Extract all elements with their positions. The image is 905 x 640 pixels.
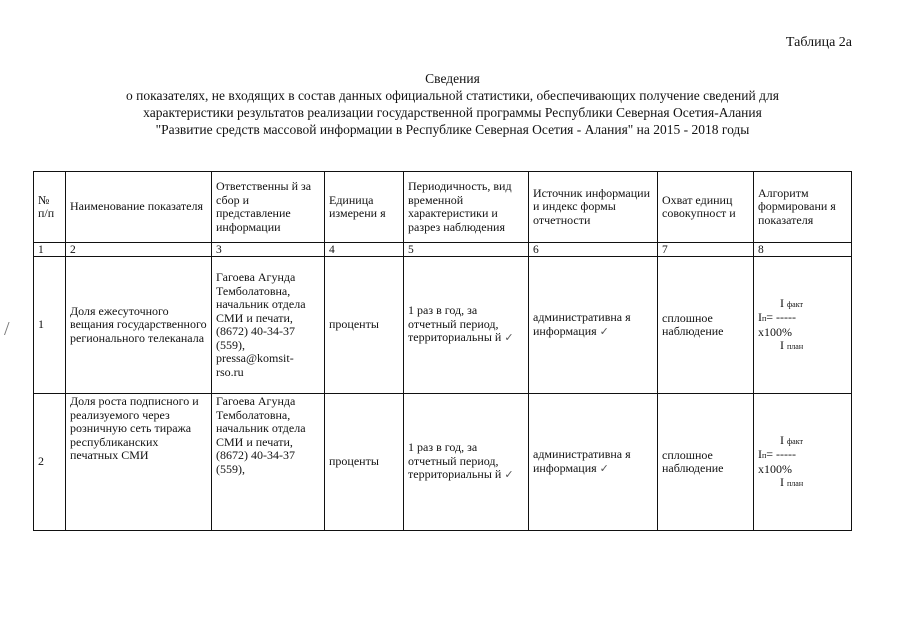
header-periodicity: Периодичность, вид временной характеристики и разрез наблюдения [404, 172, 529, 243]
coverage: сплошное наблюдение [658, 394, 754, 531]
column-number: 5 [404, 243, 529, 257]
formula-denominator-sub: план [787, 342, 804, 351]
formula-result: I [758, 447, 762, 461]
header-algorithm: Алгоритм формировани я показателя [754, 172, 852, 243]
column-number: 7 [658, 243, 754, 257]
coverage: сплошное наблюдение [658, 257, 754, 394]
table-row [34, 394, 852, 531]
checkmark-icon: ✓ [504, 469, 514, 482]
document-heading [0, 70, 905, 138]
heading-line-1: Сведения [425, 71, 480, 86]
formula-mult: x100% [758, 461, 792, 476]
algorithm-formula [754, 394, 852, 531]
formula-result-sub: п [762, 314, 767, 323]
header-name: Наименование показателя [66, 172, 212, 243]
formula-denominator: I [780, 475, 784, 489]
responsible-person: Гагоева Агунда Темболатовна, начальник отдела СМИ и печати, (8672) 40-34-37 (559), pressa@komsit-rso.ru [212, 257, 325, 394]
formula-result-sub: п [762, 451, 767, 460]
checkmark-icon: ✓ [599, 325, 609, 338]
responsible-person: Гагоева Агунда Темболатовна, начальник отдела СМИ и печати, (8672) 40-34-37 (559), [212, 394, 325, 531]
formula-numerator: I [780, 432, 784, 447]
algorithm-formula [754, 257, 852, 394]
indicator-name: Доля роста подписного и реализуемого через розничную сеть тиража республиканских печатных СМИ [66, 394, 212, 531]
information-source [529, 257, 658, 394]
heading-line-4: "Развитие средств массовой информации в Республике Северная Осетия - Алания" на 2015 - 2018 годы [155, 122, 750, 137]
header-responsible: Ответственны й за сбор и представление информации [212, 172, 325, 243]
source-text: административна я информация [533, 310, 631, 338]
formula-numerator: I [780, 295, 784, 310]
formula-denominator: I [780, 338, 784, 352]
formula-denominator-sub: план [787, 479, 804, 488]
header-source: Источник информации и индекс формы отчетности [529, 172, 658, 243]
periodicity-text: 1 раз в год, за отчетный период, территориальны й [408, 303, 502, 345]
column-number: 3 [212, 243, 325, 257]
checkmark-icon: ✓ [599, 462, 609, 475]
indicators-table [33, 171, 852, 531]
formula-eq: = ----- [766, 310, 797, 324]
heading-line-3: характеристики результатов реализации государственной программы Республики Северная Осетия-Алания [143, 105, 762, 120]
formula-result: I [758, 310, 762, 324]
column-number: 1 [34, 243, 66, 257]
periodicity-text: 1 раз в год, за отчетный период, территориальны й [408, 440, 502, 482]
unit-of-measure: проценты [325, 394, 404, 531]
table-header-row [34, 172, 852, 243]
checkmark-icon: ✓ [504, 332, 514, 345]
row-number: 2 [34, 394, 66, 531]
unit-of-measure: проценты [325, 257, 404, 394]
periodicity [404, 394, 529, 531]
formula-numerator-sub: факт [787, 299, 804, 309]
header-coverage: Охват единиц совокупност и [658, 172, 754, 243]
header-unit: Единица измерени я [325, 172, 404, 243]
table-label: Таблица 2а [785, 35, 852, 50]
heading-line-2: о показателях, не входящих в состав данных официальной статистики, обеспечивающих получение сведений для [126, 88, 779, 103]
column-number-row [34, 243, 852, 257]
column-number: 4 [325, 243, 404, 257]
margin-pen-mark: / [4, 318, 10, 340]
periodicity [404, 257, 529, 394]
header-num: № п/п [34, 172, 66, 243]
formula-mult: x100% [758, 324, 792, 339]
formula-numerator-sub: факт [787, 436, 804, 446]
information-source [529, 394, 658, 531]
formula-eq: = ----- [766, 447, 797, 461]
table-row [34, 257, 852, 394]
column-number: 8 [754, 243, 852, 257]
indicator-name: Доля ежесуточного вещания государственного регионального телеканала [66, 257, 212, 394]
column-number: 6 [529, 243, 658, 257]
column-number: 2 [66, 243, 212, 257]
row-number: 1 [34, 257, 66, 394]
source-text: административна я информация [533, 447, 631, 475]
